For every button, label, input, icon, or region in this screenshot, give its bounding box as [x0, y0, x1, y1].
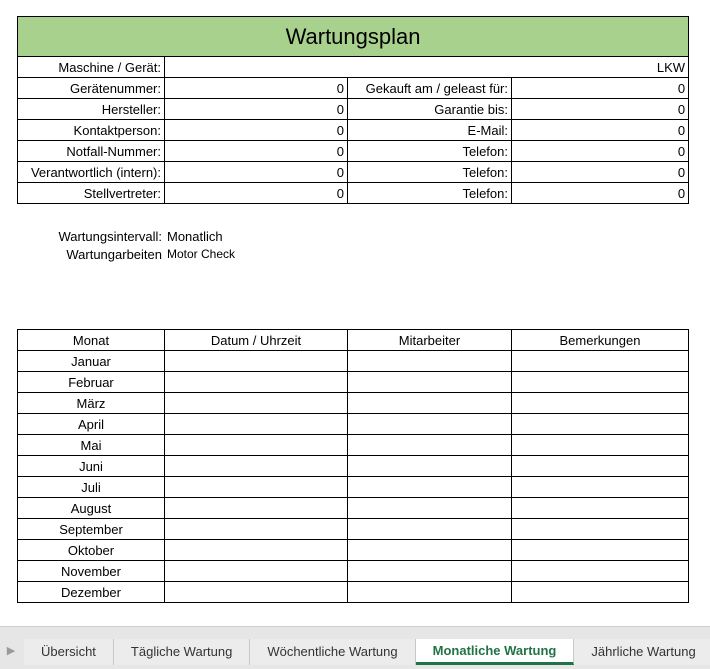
work-value[interactable]: Motor Check [167, 247, 236, 261]
month-name: Oktober [18, 540, 165, 561]
header-mitarbeiter: Mitarbeiter [348, 330, 512, 351]
info-row [18, 120, 689, 141]
month-name: Juni [18, 456, 165, 477]
month-name: Juli [18, 477, 165, 498]
month-bemerkungen-cell[interactable] [512, 393, 689, 414]
month-bemerkungen-cell[interactable] [512, 372, 689, 393]
month-name: November [18, 561, 165, 582]
month-mitarbeiter-cell[interactable] [348, 582, 512, 603]
month-mitarbeiter-cell[interactable] [348, 456, 512, 477]
month-name: März [18, 393, 165, 414]
month-name: Februar [18, 372, 165, 393]
month-name: September [18, 519, 165, 540]
info-rows [18, 78, 689, 204]
month-datum-cell[interactable] [165, 372, 348, 393]
info-row [18, 162, 689, 183]
info-right-label: E-Mail: [348, 120, 512, 141]
info-left-label: Gerätenummer: [18, 78, 165, 99]
month-bemerkungen-cell[interactable] [512, 477, 689, 498]
month-bemerkungen-cell[interactable] [512, 456, 689, 477]
month-bemerkungen-cell[interactable] [512, 582, 689, 603]
month-row [18, 456, 689, 477]
month-datum-cell[interactable] [165, 351, 348, 372]
month-row [18, 519, 689, 540]
month-datum-cell[interactable] [165, 582, 348, 603]
month-row [18, 582, 689, 603]
month-row [18, 477, 689, 498]
info-right-value[interactable]: 0 [512, 120, 689, 141]
month-bemerkungen-cell[interactable] [512, 414, 689, 435]
month-datum-cell[interactable] [165, 498, 348, 519]
info-right-label: Garantie bis: [348, 99, 512, 120]
month-name: Dezember [18, 582, 165, 603]
month-name: April [18, 414, 165, 435]
header-bemerkungen: Bemerkungen [512, 330, 689, 351]
info-left-label: Hersteller: [18, 99, 165, 120]
interval-value[interactable]: Monatlich [167, 229, 223, 244]
months-header-row [18, 330, 689, 351]
info-left-value[interactable]: 0 [165, 162, 348, 183]
month-row [18, 435, 689, 456]
month-mitarbeiter-cell[interactable] [348, 561, 512, 582]
interval-label: Wartungsintervall: [58, 229, 162, 244]
month-datum-cell[interactable] [165, 393, 348, 414]
month-bemerkungen-cell[interactable] [512, 519, 689, 540]
info-right-label: Telefon: [348, 141, 512, 162]
month-datum-cell[interactable] [165, 561, 348, 582]
sheet-tab[interactable]: Tägliche Wartung [114, 639, 250, 665]
info-right-value[interactable]: 0 [512, 141, 689, 162]
header-monat: Monat [18, 330, 165, 351]
month-mitarbeiter-cell[interactable] [348, 540, 512, 561]
sheet-tab[interactable]: Übersicht [24, 639, 114, 665]
info-row [18, 99, 689, 120]
month-mitarbeiter-cell[interactable] [348, 477, 512, 498]
month-row [18, 393, 689, 414]
month-mitarbeiter-cell[interactable] [348, 435, 512, 456]
sheet-tab[interactable]: Monatliche Wartung [416, 639, 575, 665]
machine-label: Maschine / Gerät: [18, 57, 165, 78]
month-name: August [18, 498, 165, 519]
tab-scroll-right-icon[interactable]: ▶ [6, 645, 16, 657]
month-mitarbeiter-cell[interactable] [348, 351, 512, 372]
months-table [17, 329, 689, 603]
month-datum-cell[interactable] [165, 477, 348, 498]
month-mitarbeiter-cell[interactable] [348, 372, 512, 393]
sheet-tab-bar [0, 626, 710, 669]
month-name: Januar [18, 351, 165, 372]
info-row [18, 141, 689, 162]
info-left-value[interactable]: 0 [165, 141, 348, 162]
month-row [18, 540, 689, 561]
info-right-label: Gekauft am / geleast für: [348, 78, 512, 99]
info-table [17, 16, 689, 204]
info-right-value[interactable]: 0 [512, 78, 689, 99]
month-bemerkungen-cell[interactable] [512, 498, 689, 519]
month-datum-cell[interactable] [165, 519, 348, 540]
month-datum-cell[interactable] [165, 414, 348, 435]
info-left-value[interactable]: 0 [165, 99, 348, 120]
month-mitarbeiter-cell[interactable] [348, 414, 512, 435]
month-rows [18, 351, 689, 603]
sheet-tab[interactable]: Jährliche Wartung [574, 639, 710, 665]
info-left-value[interactable]: 0 [165, 120, 348, 141]
month-datum-cell[interactable] [165, 456, 348, 477]
info-left-value[interactable]: 0 [165, 183, 348, 204]
info-left-value[interactable]: 0 [165, 78, 348, 99]
info-row [18, 78, 689, 99]
info-right-label: Telefon: [348, 162, 512, 183]
info-left-label: Stellvertreter: [18, 183, 165, 204]
month-bemerkungen-cell[interactable] [512, 540, 689, 561]
info-right-value[interactable]: 0 [512, 162, 689, 183]
month-bemerkungen-cell[interactable] [512, 561, 689, 582]
month-mitarbeiter-cell[interactable] [348, 393, 512, 414]
sheet-tabs [24, 639, 710, 665]
month-row [18, 561, 689, 582]
machine-value[interactable]: LKW [165, 57, 689, 78]
month-bemerkungen-cell[interactable] [512, 351, 689, 372]
month-row [18, 351, 689, 372]
month-datum-cell[interactable] [165, 435, 348, 456]
month-row [18, 372, 689, 393]
month-mitarbeiter-cell[interactable] [348, 519, 512, 540]
info-right-value[interactable]: 0 [512, 99, 689, 120]
info-left-label: Notfall-Nummer: [18, 141, 165, 162]
info-left-label: Verantwortlich (intern): [18, 162, 165, 183]
month-mitarbeiter-cell[interactable] [348, 498, 512, 519]
info-right-value[interactable]: 0 [512, 183, 689, 204]
month-name: Mai [18, 435, 165, 456]
info-row [18, 183, 689, 204]
header-datum: Datum / Uhrzeit [165, 330, 348, 351]
sheet-tab[interactable]: Wöchentliche Wartung [250, 639, 415, 665]
month-row [18, 414, 689, 435]
month-bemerkungen-cell[interactable] [512, 435, 689, 456]
page-title: Wartungsplan [18, 17, 689, 57]
info-right-label: Telefon: [348, 183, 512, 204]
work-label: Wartungarbeiten [66, 247, 162, 262]
info-left-label: Kontaktperson: [18, 120, 165, 141]
month-row [18, 498, 689, 519]
month-datum-cell[interactable] [165, 540, 348, 561]
